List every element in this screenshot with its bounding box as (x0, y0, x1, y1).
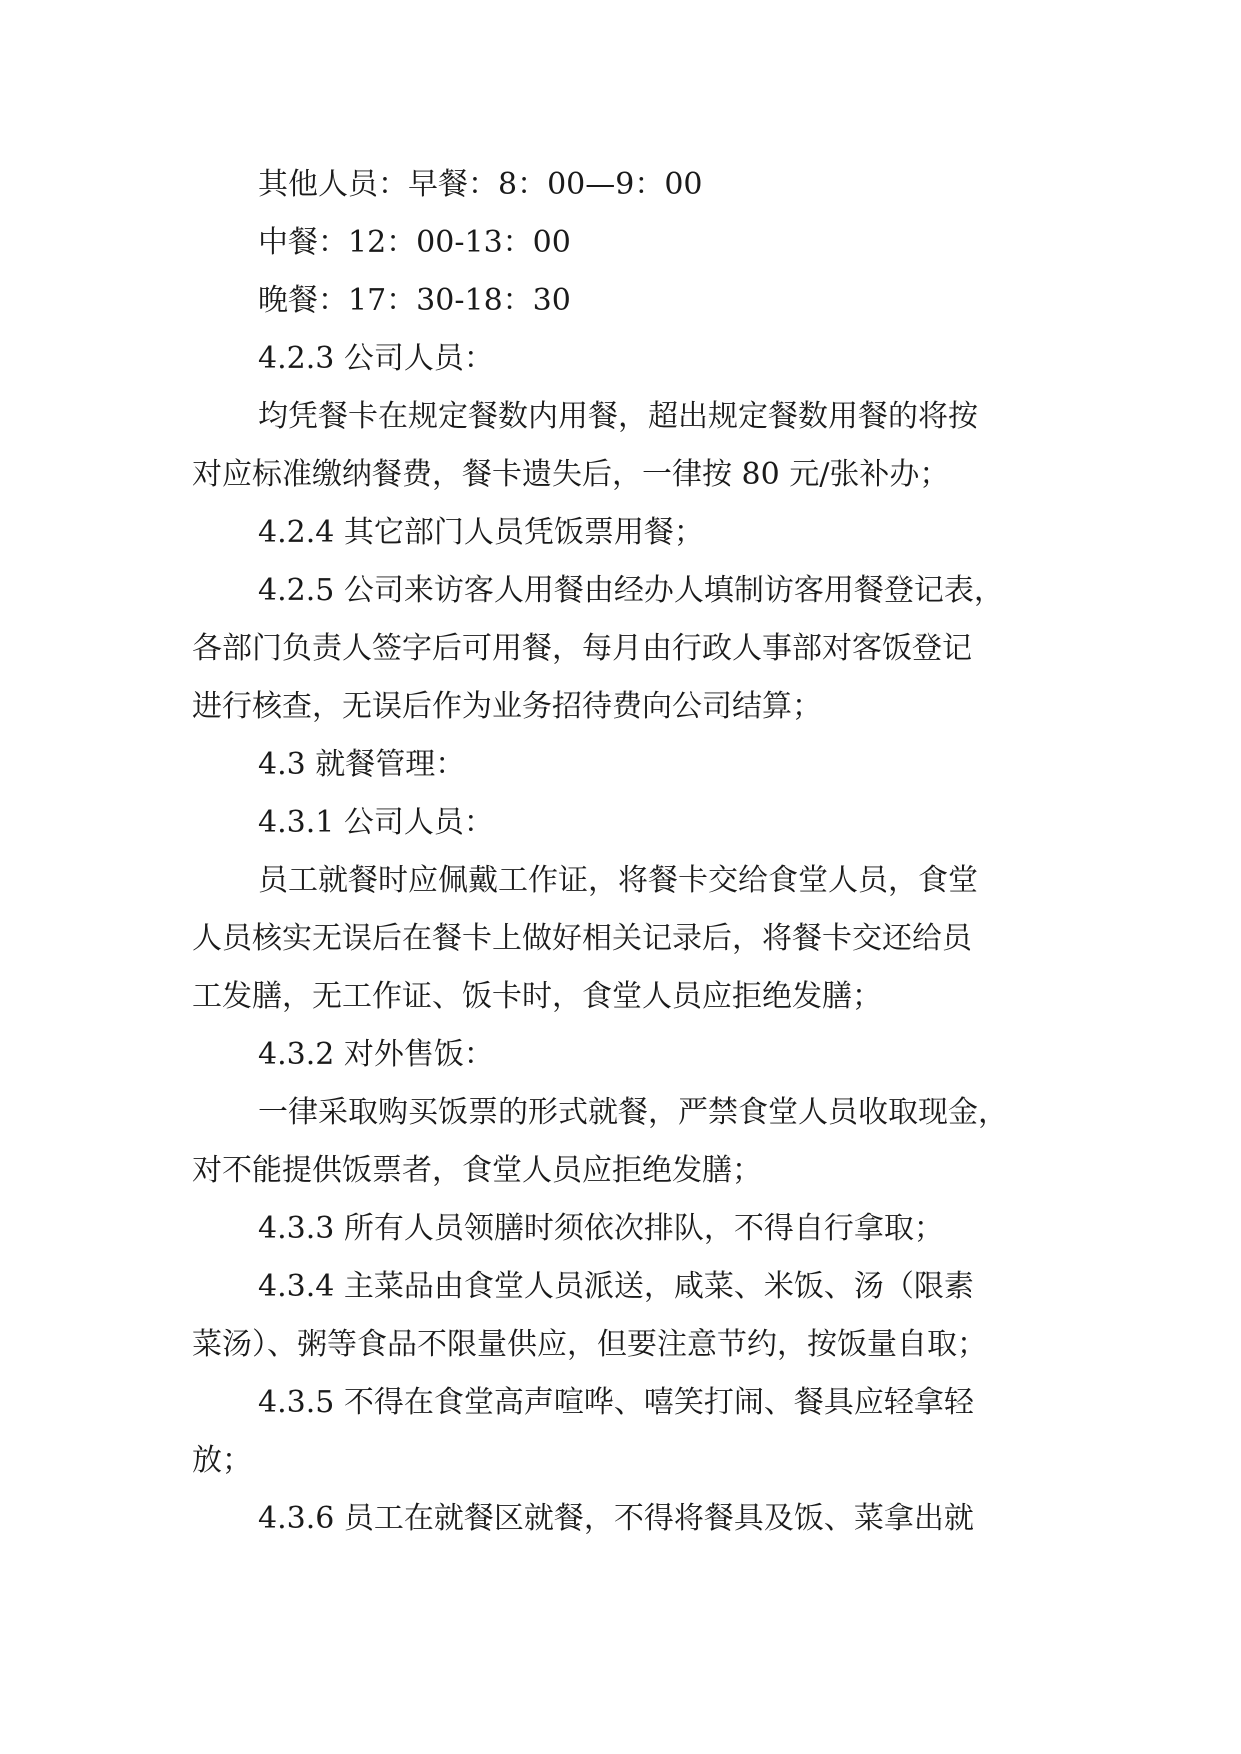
paragraph-line: 菜汤）、粥等食品不限量供应，但要注意节约，按饭量自取； (192, 1327, 987, 1362)
paragraph-line: 各部门负责人签字后可用餐，每月由行政人事部对客饭登记 (192, 631, 972, 666)
section-heading-4-3-5: 4.3.5 不得在食堂高声喧哗、嘻笑打闹、餐具应轻拿轻 (258, 1385, 974, 1420)
meal-time-lunch: 中餐：12：00-13：00 (258, 225, 571, 260)
paragraph-line: 人员核实无误后在餐卡上做好相关记录后，将餐卡交还给员 (192, 921, 972, 956)
paragraph-line: 对不能提供饭票者，食堂人员应拒绝发膳； (192, 1153, 762, 1188)
paragraph-line: 工发膳，无工作证、饭卡时，食堂人员应拒绝发膳； (192, 979, 882, 1014)
section-heading-4-3-2: 4.3.2 对外售饭： (258, 1037, 494, 1072)
paragraph-line: 一律采取购买饭票的形式就餐，严禁食堂人员收取现金， (258, 1095, 1008, 1130)
section-heading-4-2-5: 4.2.5 公司来访客人用餐由经办人填制访客用餐登记表， (258, 573, 1004, 608)
section-heading-4-3: 4.3 就餐管理： (258, 747, 466, 782)
paragraph-line: 放； (192, 1443, 252, 1478)
paragraph-line: 员工就餐时应佩戴工作证，将餐卡交给食堂人员，食堂 (258, 863, 978, 898)
section-heading-4-2-4: 4.2.4 其它部门人员凭饭票用餐； (258, 515, 704, 550)
paragraph-line: 对应标准缴纳餐费，餐卡遗失后，一律按 80 元/张补办； (192, 457, 950, 492)
paragraph-line: 均凭餐卡在规定餐数内用餐，超出规定餐数用餐的将按 (258, 399, 978, 434)
meal-time-dinner: 晚餐：17：30-18：30 (258, 283, 571, 318)
meal-time-other-staff-breakfast: 其他人员：早餐：8：00—9：00 (258, 167, 703, 202)
section-heading-4-3-4: 4.3.4 主菜品由食堂人员派送，咸菜、米饭、汤（限素 (258, 1269, 974, 1304)
section-heading-4-3-3: 4.3.3 所有人员领膳时须依次排队，不得自行拿取； (258, 1211, 944, 1246)
section-heading-4-3-1: 4.3.1 公司人员： (258, 805, 494, 840)
section-heading-4-3-6: 4.3.6 员工在就餐区就餐，不得将餐具及饭、菜拿出就 (258, 1501, 974, 1536)
section-heading-4-2-3: 4.2.3 公司人员： (258, 341, 494, 376)
paragraph-line: 进行核查，无误后作为业务招待费向公司结算； (192, 689, 822, 724)
